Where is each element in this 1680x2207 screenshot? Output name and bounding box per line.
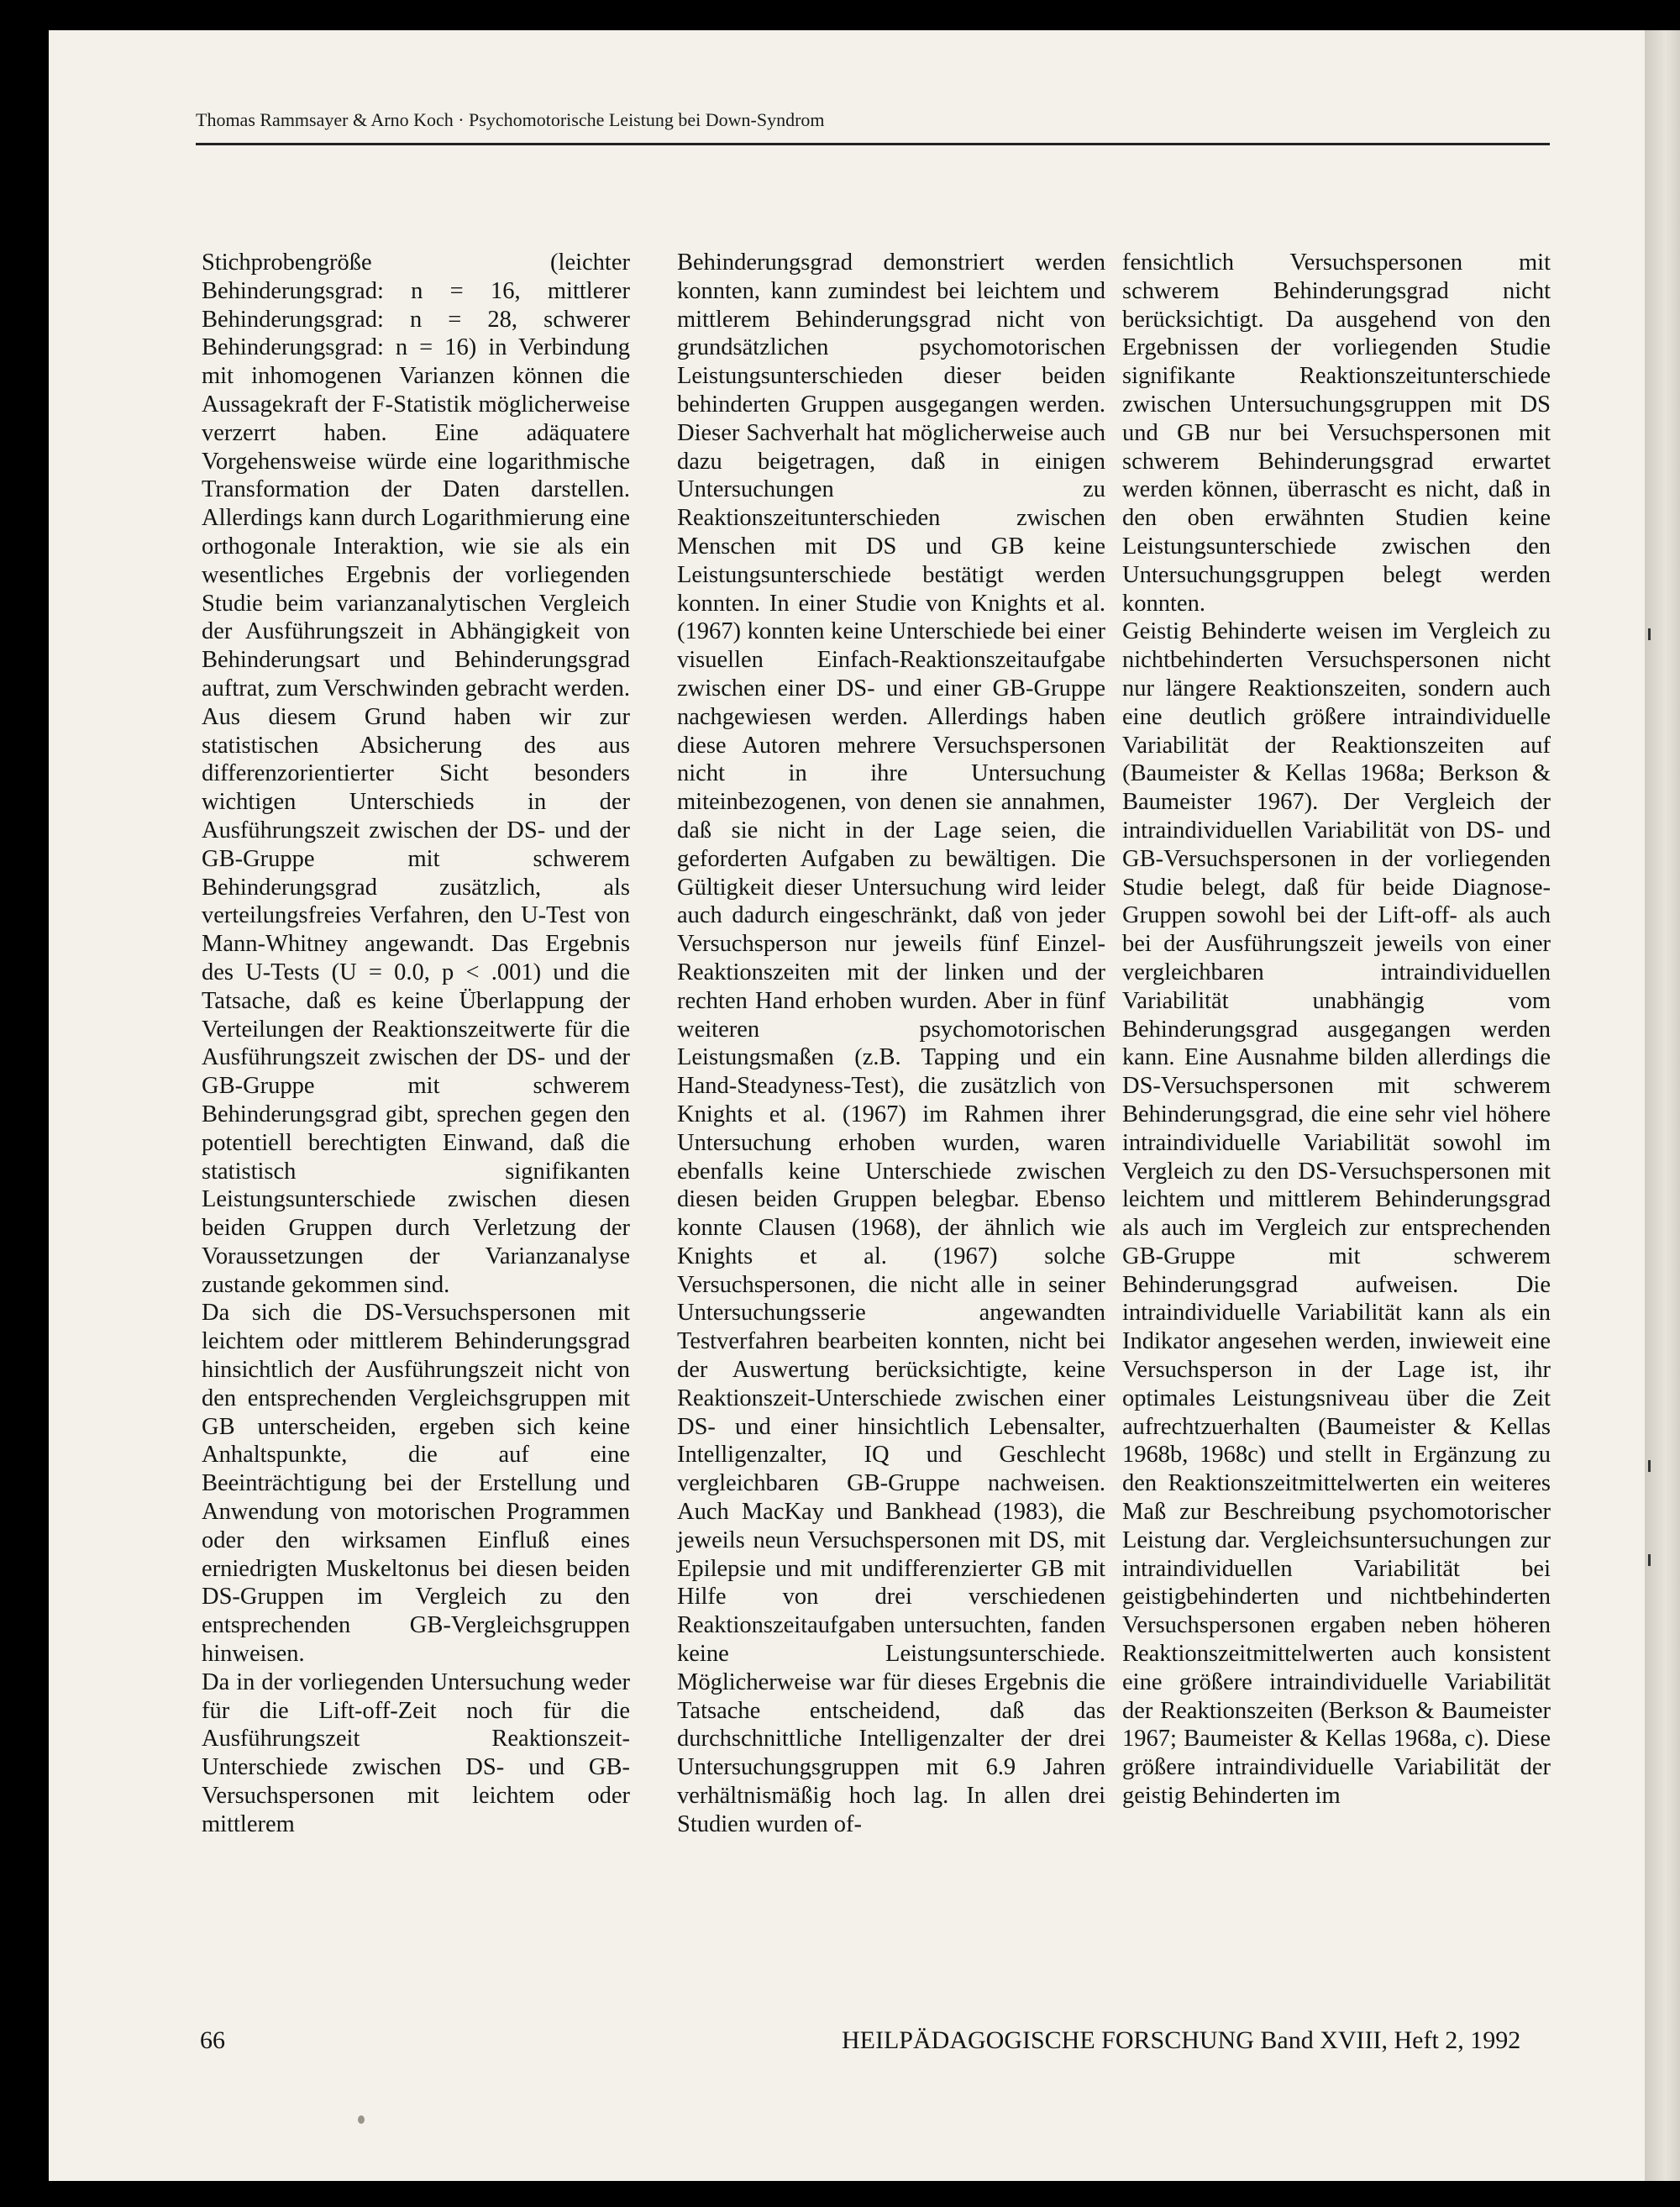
scan-speck: [358, 2115, 365, 2124]
paragraph: Geistig Behinderte weisen im Vergleich zu nichtbehinderten Versuchspersonen nicht nur längere Reaktionszeiten, sondern auch eine deutlich größere intraindividuelle Variabilität der Reaktionszeiten auf (Baumeister & Kellas 1968a; Berkson & Baumeister 1967). Der Vergleich der intraindividuellen Variabilität von DS- und GB-Versuchspersonen in der vorliegenden Studie belegt, daß für beide Diagnose-Gruppen sowohl bei der Lift-off- als auch bei der Ausführungszeit jeweils von einer vergleichbaren intraindividuellen Variabilität unabhängig vom Behinderungsgrad ausgegangen werden kann. Eine Ausnahme bilden allerdings die DS-Versuchspersonen mit schwerem Behinderungsgrad, die eine sehr viel höhere intraindividuelle Variabilität sowohl im Vergleich zu den DS-Versuchspersonen mit leichtem und mittlerem Behinderungsgrad als auch im Vergleich zur entsprechenden GB-Gruppe mit schwerem Behinderungsgrad aufweisen. Die intraindividuelle Variabilität kann als ein Indikator angesehen werden, inwieweit eine Versuchsperson in der Lage ist, ihr optimales Leistungsniveau über die Zeit aufrechtzuerhalten (Baumeister & Kellas 1968b, 1968c) und stellt in Ergänzung zu den Reaktionszeitmittelwerten ein weiteres Maß zur Beschreibung psychomotorischer Leistung dar. Vergleichsuntersuchungen zur intraindividuellen Variabilität bei geistigbehinderten und nichtbehinderten Versuchspersonen ergaben neben höheren Reaktionszeitmittelwerten auch konsistent eine größere intraindividuelle Variabilität der Reaktionszeiten (Berkson & Baumeister 1967; Baumeister & Kellas 1968a, c). Diese größere intraindividuelle Variabilität der geistig Behinderten im: [1122, 618, 1551, 1810]
text-column-right: [1122, 249, 1551, 1810]
header-rule: [196, 143, 1550, 145]
facing-page-edge: [1645, 30, 1680, 2181]
paragraph: Behinderungsgrad demonstriert werden konnten, kann zumindest bei leichtem und mittlerem Behinderungsgrad nicht von grundsätzlichen psychomotorischen Leistungsunterschieden dieser beiden behinderten Gruppen ausgegangen werden. Dieser Sachverhalt hat möglicherweise auch dazu beigetragen, daß in einigen Untersuchungen zu Reaktionszeitunterschieden zwischen Menschen mit DS und GB keine Leistungsunterschiede bestätigt werden konnten. In einer Studie von Knights et al. (1967) konnten keine Unterschiede bei einer visuellen Einfach-Reaktionszeitaufgabe zwischen einer DS- und einer GB-Gruppe nachgewiesen werden. Allerdings haben diese Autoren mehrere Versuchspersonen nicht in ihre Untersuchung miteinbezogenen, von denen sie annahmen, daß sie nicht in der Lage seien, die geforderten Aufgaben zu bewältigen. Die Gültigkeit dieser Untersuchung wird leider auch dadurch eingeschränkt, daß von jeder Versuchsperson nur jeweils fünf Einzel-Reaktionszeiten mit der linken und der rechten Hand erhoben wurden. Aber in fünf weiteren psychomotorischen Leistungsmaßen (z.B. Tapping und ein Hand-Steadyness-Test), die zusätzlich von Knights et al. (1967) im Rahmen ihrer Untersuchung erhoben wurden, waren ebenfalls keine Unterschiede zwischen diesen beiden Gruppen belegbar. Ebenso konnte Clausen (1968), der ähnlich wie Knights et al. (1967) solche Versuchspersonen, die nicht alle in seiner Untersuchungsserie angewandten Testverfahren bearbeiten konnten, nicht bei der Auswertung berücksichtigte, keine Reaktionszeit-Unterschiede zwischen einer DS- und einer hinsichtlich Lebensalter, Intelligenzalter, IQ und Geschlecht vergleichbaren GB-Gruppe nachweisen. Auch MacKay und Bankhead (1983), die jeweils neun Versuchspersonen mit DS, mit Epilepsie und mit undifferenzierter GB mit Hilfe von drei verschiedenen Reaktionszeitaufgaben untersuchten, fanden keine Leistungsunterschiede. Möglicherweise war für dieses Ergebnis die Tatsache entscheidend, daß das durchschnittliche Intelligenzalter der drei Untersuchungsgruppen mit 6.9 Jahren verhältnismäßig hoch lag. In allen drei Studien wurden of-: [677, 250, 1105, 1837]
paragraph: Stichprobengröße (leichter Behinderungsgrad: n = 16, mittlerer Behinderungsgrad: n = 28, schwerer Behinderungsgrad: n = 16) in Verbindung mit inhomogenen Varianzen können die Aussagekraft der F-Statistik möglicherweise verzerrt haben. Eine adäquatere Vorgehensweise würde eine logarithmische Transformation der Daten darstellen. Allerdings kann durch Logarithmierung eine orthogonale Interaktion, wie sie als ein wesentliches Ergebnis der vorliegenden Studie beim varianzanalytischen Vergleich der Ausführungszeit in Abhängigkeit von Behinderungsart und Behinderungsgrad auftrat, zum Verschwinden gebracht werden. Aus diesem Grund haben wir zur statistischen Absicherung des aus differenzorientierter Sicht besonders wichtigen Unterschieds in der Ausführungszeit zwischen der DS- und der GB-Gruppe mit schwerem Behinderungsgrad zusätzlich, als verteilungsfreies Verfahren, den U-Test von Mann-Whitney angewandt. Das Ergebnis des U-Tests (U = 0.0, p < .001) und die Tatsache, daß es keine Überlappung der Verteilungen der Reaktionszeitwerte für die Ausführungszeit zwischen der DS- und der GB-Gruppe mit schwerem Behinderungsgrad gibt, sprechen gegen den potentiell berechtigten Einwand, daß die statistisch signifikanten Leistungsunterschiede zwischen diesen beiden Gruppen durch Verletzung der Voraussetzungen der Varianzanalyse zustande gekommen sind.: [202, 250, 630, 1298]
paragraph: Da sich die DS-Versuchspersonen mit leichtem oder mittlerem Behinderungsgrad hinsichtlich der Ausführungszeit nicht von den entsprechenden Vergleichsgruppen mit GB unterscheiden, ergeben sich keine Anhaltspunkte, die auf eine Beeinträchtigung bei der Erstellung und Anwendung von motorischen Programmen oder den wirksamen Einfluß eines erniedrigten Muskeltonus bei diesen beiden DS-Gruppen im Vergleich zu den entsprechenden GB-Vergleichsgruppen hinweisen.: [202, 1300, 630, 1668]
text-column-middle: [677, 249, 1105, 1839]
margin-mark: [1648, 628, 1651, 640]
paragraph: fensichtlich Versuchspersonen mit schwerem Behinderungsgrad nicht berücksichtigt. Da ausgehend von den Ergebnissen der vorliegenden Studie signifikante Reaktionszeitunterschiede zwischen Untersuchungsgruppen mit DS und GB nur bei Versuchspersonen mit schwerem Behinderungsgrad erwartet werden können, überrascht es nicht, daß in den oben erwähnten Studien keine Leistungsunterschiede zwischen den Untersuchungsgruppen belegt werden konnten.: [1122, 250, 1551, 617]
paragraph: Da in der vorliegenden Untersuchung weder für die Lift-off-Zeit noch für die Ausführungszeit Reaktionszeit-Unterschiede zwischen DS- und GB-Versuchspersonen mit leichtem oder mittlerem: [202, 1668, 630, 1837]
running-head: Thomas Rammsayer & Arno Koch · Psychomotorische Leistung bei Down-Syndrom: [196, 109, 825, 130]
margin-mark: [1648, 1460, 1651, 1472]
margin-mark: [1648, 1554, 1651, 1566]
journal-citation: HEILPÄDAGOGISCHE FORSCHUNG Band XVIII, Heft 2, 1992: [842, 2026, 1521, 2054]
page-number: 66: [200, 2026, 225, 2054]
text-column-left: [202, 249, 630, 1839]
